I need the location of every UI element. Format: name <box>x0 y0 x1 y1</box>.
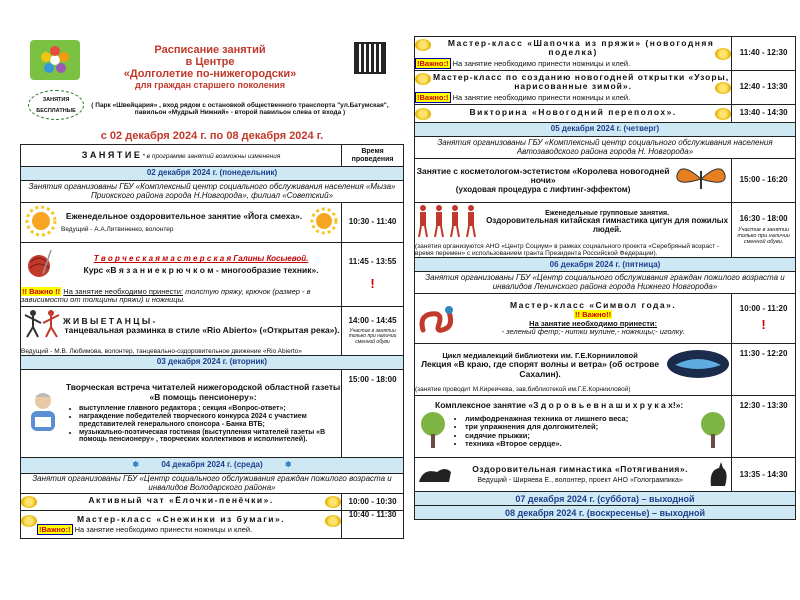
lecture-cell <box>415 344 732 396</box>
qigong-org: (занятия организуются АНО «Центр Социум» в рамках социального проекта «Серебряный возраст - время перемен» с использованием гранта Президента Российской Федерации). <box>415 242 720 258</box>
star-icon-right <box>715 108 731 120</box>
dance-sub: танцевальная разминка в стиле «Rio Abierto» («Открытая река»). <box>64 325 340 336</box>
sun-icon <box>21 204 61 241</box>
tree-icon <box>415 410 451 453</box>
quiz-time: 13:40 - 14:30 <box>732 105 796 123</box>
title-line-4: для граждан старшего поколения <box>135 80 285 90</box>
symbol-mk-need: На занятие необходимо принести: <box>529 318 658 328</box>
cosmetology-sub: (уходовая процедура с лифтинг-эффектом) <box>455 184 631 194</box>
activity-label: З А Н Я Т И Е <box>81 150 140 161</box>
star-icon <box>415 108 431 120</box>
symbol-mk-important: !! Важно!! <box>575 309 612 319</box>
wed-item2-time: 10:40 - 11:30 <box>342 511 404 539</box>
star-icon <box>415 39 431 51</box>
day-header-mon: 02 декабря 2024 г. (понедельник) <box>21 167 404 181</box>
star-icon-right <box>715 48 731 60</box>
table-head-activity <box>21 145 342 167</box>
qigong-people-icon <box>415 203 483 242</box>
health-item-4: • техника «Второе сердце». <box>465 440 695 448</box>
qigong-note: Участие в занятии только при наличии сменной обуви. <box>737 226 790 246</box>
org-wed: Занятия организованы ГБУ «Центр социального обслуживания граждан пожилого возраста и инвалидов Володарского района» <box>21 474 404 494</box>
day-header-sat: 07 декабря 2024 г. (суббота) – выходной <box>415 492 796 506</box>
schedule-table-left <box>20 144 404 539</box>
left-column <box>20 28 404 539</box>
health-item-3: • сидячие прыжки; <box>465 432 695 440</box>
knit-need: На занятие необходимо принести: <box>63 287 184 297</box>
knit-row <box>21 243 342 307</box>
header-titles <box>90 44 330 90</box>
qigong-title: Оздоровительная китайская гимнастика цигун для пожилых людей. <box>486 216 729 235</box>
org-fri: Занятия организованы ГБУ «Центр социального обслуживания граждан пожилого возраста и инвалидов Ленинского района города Нижнего Новгорода» <box>415 272 796 294</box>
yarn-ball-icon <box>21 244 61 287</box>
snowflake-icon-right: ❄ <box>284 460 292 470</box>
lecture-title: Лекция «В краю, где спорят волны и ветра» (об острове Сахалин). <box>421 359 660 379</box>
yoga-row <box>21 203 342 243</box>
cosmetology-cell <box>415 159 732 203</box>
health-title: Комплексное занятие «З д о р о в ь е в н а ш и х р у к а х!»: <box>435 399 684 410</box>
star-icon-right <box>325 496 341 508</box>
knit-important: !! Важно !! <box>22 287 61 297</box>
cat-icon-right <box>705 460 731 491</box>
knit-studio: Т в о р ч е с к а я м а с т е р с к а я Галины Косыевой. <box>93 254 309 264</box>
wed-item1: Активный чат «Ёлочки-пенёчки». <box>88 495 274 506</box>
wed-item2-need: На занятие необходимо принести ножницы и клей. <box>74 524 253 534</box>
lecture-cycle: Цикл медиалекций библиотеки им. Г.Е.Корнииловой <box>442 350 638 360</box>
newspaper-row <box>21 370 342 458</box>
right-column <box>414 36 796 520</box>
mk1-title: Мастер-класс «Шапочка из пряжи» (новогодняя поделка) <box>447 37 715 58</box>
symbol-mk-time-cell <box>732 294 796 344</box>
knit-time-cell <box>342 243 404 307</box>
dance-time-cell <box>342 307 404 356</box>
dance-row <box>21 307 342 356</box>
logo <box>30 40 80 80</box>
qigong-time: 16:30 - 18:00 <box>739 214 788 224</box>
quiz-cell <box>415 105 732 123</box>
qr-code <box>354 42 386 74</box>
title-line-2: в Центре <box>185 56 235 68</box>
header-block <box>20 28 404 144</box>
health-item-1: • лимфодренажная техника от лишнего веса; <box>465 415 695 423</box>
lecture-org: (занятие проводит М.Киреичева, зав.библиотекой им.Г.Е.Корнииловой) <box>415 385 631 393</box>
dancers-icon <box>21 307 63 346</box>
title-line-1: Расписание занятий <box>154 44 266 56</box>
symbol-mk-title: Мастер-класс «Символ года». <box>509 300 677 311</box>
yoga-time: 10:30 - 11:40 <box>342 203 404 243</box>
exclamation-icon: ! <box>761 317 766 333</box>
mk1-need: На занятие необходимо принести ножницы и клей. <box>452 58 631 68</box>
symbol-mk-items: - зеленый фетр;- нитки мулине,- ножницы;- иголку. <box>501 327 685 337</box>
snowflake-icon: ❄ <box>132 460 140 470</box>
star-icon <box>21 496 37 508</box>
health-item-2: • три упражнения для долгожителей; <box>465 423 695 431</box>
changes-note: * в программе занятий возможны изменения <box>142 153 281 161</box>
knit-time: 11:45 - 13:55 <box>348 256 397 266</box>
schedule-table-right <box>414 36 796 520</box>
mk1-cell <box>415 37 732 71</box>
quiz-title: Викторина «Новогодний переполох». <box>469 106 677 117</box>
star-icon-right <box>715 82 731 94</box>
yoga-title: Еженедельное оздоровительное занятие «Йога смеха». <box>65 211 303 222</box>
mk2-important: !Важно:! <box>417 92 449 102</box>
day-header-tue: 03 декабря 2024 г. (вторник) <box>21 356 404 370</box>
period: с 02 декабря 2024 г. по 08 декабря 2024 г. <box>100 130 324 142</box>
day-header-wed-cell <box>21 458 404 474</box>
health-cell <box>415 396 732 458</box>
free-badge-line1: ЗАНЯТИЯ <box>42 97 70 103</box>
qigong-sub: Еженедельные групповые занятия. <box>545 209 670 217</box>
free-badge-line2: БЕСПЛАТНЫЕ <box>36 108 76 114</box>
address: ( Парк «Швейцария» , вход рядом с остановкой общественного транспорта "ул.Батумская", павильон «Мудрый Нижний» - второй павильон слева от входа ) <box>91 102 389 117</box>
knit-items: толстую пряжу, крючок (размер - в зависимости от толщины пряжи) и ножницы. <box>21 287 311 305</box>
org-thu: Занятия организованы ГБУ «Комплексный центр социального обслуживания населения Автозаводского района города Н. Новгорода» <box>415 137 796 159</box>
lecture-time: 11:30 - 12:20 <box>732 344 796 396</box>
newspaper-bullet-2: • награждение победителей творческого конкурса 2024 с участием представителей генерального спонсора - Банка ВТБ; <box>79 413 341 429</box>
newspaper-time: 15:00 - 18:00 <box>342 370 404 458</box>
star-icon <box>415 73 431 85</box>
mk1-time: 11:40 - 12:30 <box>732 37 796 71</box>
mk1-important: !Важно:! <box>417 58 449 68</box>
mk2-time: 12:40 - 13:30 <box>732 71 796 105</box>
day-header-fri: 06 декабря 2024 г. (пятница) <box>415 258 796 272</box>
cat-icon <box>415 460 455 491</box>
whale-icon <box>665 347 731 384</box>
newspaper-bullet-3: • музыкально-поэтическая гостиная (выступления читателей газеты «В помощь пенсионеру» , творческих коллективов и исполнителей). <box>79 429 341 445</box>
cosmetology-title: Занятие с косметологом-эстетистом «Королева новогодней ночи» <box>416 165 670 186</box>
mk2-need: На занятие необходимо принести ножницы и клей. <box>452 92 631 102</box>
dance-title: Ж И В Ы Е Т А Н Ц Ы - <box>63 315 156 326</box>
butterfly-icon <box>671 161 731 200</box>
cosmetology-time: 15:00 - 16:20 <box>732 159 796 203</box>
qigong-time-cell <box>732 203 796 258</box>
wed-item1-time: 10:00 - 10:30 <box>342 494 404 511</box>
dance-time: 14:00 - 14:45 <box>348 315 397 325</box>
symbol-mk-time: 10:00 - 11:20 <box>739 304 788 314</box>
qigong-cell <box>415 203 732 258</box>
elderly-woman-icon <box>21 389 65 438</box>
newspaper-bullet-1: • выступление главного редактора ; секция «Вопрос-ответ»; <box>79 405 341 413</box>
day-header-sun: 08 декабря 2024 г. (воскресенье) – выходной <box>415 506 796 520</box>
mk2-title: Мастер-класс по созданию новогодней открытки «Узоры, нарисованные зимой». <box>433 71 730 92</box>
snake-icon <box>415 298 455 341</box>
stretch-cell <box>415 458 732 492</box>
org-mon: Занятия организованы ГБУ «Комплексный центр социального обслуживания населения «Мыза» Приокского района города Н.Новгорода», филиал «Советский» <box>21 181 404 203</box>
wed-item1-cell <box>21 494 342 511</box>
yoga-lead: Ведущий - А.А.Литвиненко, волонтер <box>61 225 174 233</box>
newspaper-title: Творческая встреча читателей нижегородской областной газеты «В помощь пенсионеру»: <box>65 382 341 402</box>
time-column-header: Время проведения <box>342 145 404 167</box>
stretch-lead: Ведущий - Ширяева Е., волонтер, проект АНО «Гологрампика» <box>477 476 683 484</box>
wed-item2-cell <box>21 511 342 539</box>
dance-note: Участие в занятии только при наличии сменной обуви <box>348 327 397 345</box>
title-line-3: «Долголетие по-нижегородски» <box>123 68 297 80</box>
health-time: 12:30 - 13:30 <box>732 396 796 458</box>
free-badge <box>28 90 84 120</box>
day-header-thu: 05 декабря 2024 г. (четверг) <box>415 123 796 137</box>
knit-course: Курс «В я з а н и е к р ю ч к о м - многообразие техник». <box>83 265 319 276</box>
tree-icon-right <box>695 410 731 453</box>
sun-icon-right <box>307 206 341 239</box>
wed-item2: Мастер-класс «Снежинки из бумаги». <box>77 514 286 525</box>
wed-item2-important: !Важно:! <box>39 524 71 534</box>
mk2-cell <box>415 71 732 105</box>
exclamation-icon: ! <box>370 275 375 291</box>
day-header-wed: 04 декабря 2024 г. (среда) <box>161 460 263 470</box>
stretch-time: 13:35 - 14:30 <box>732 458 796 492</box>
stretch-title: Оздоровительная гимнастика «Потягивания». <box>472 464 688 475</box>
dance-lead: Ведущий - М.В. Любимова, волонтер, танцевально-оздоровительное движение «Rio Abierto» <box>21 347 302 355</box>
symbol-mk-cell <box>415 294 732 344</box>
